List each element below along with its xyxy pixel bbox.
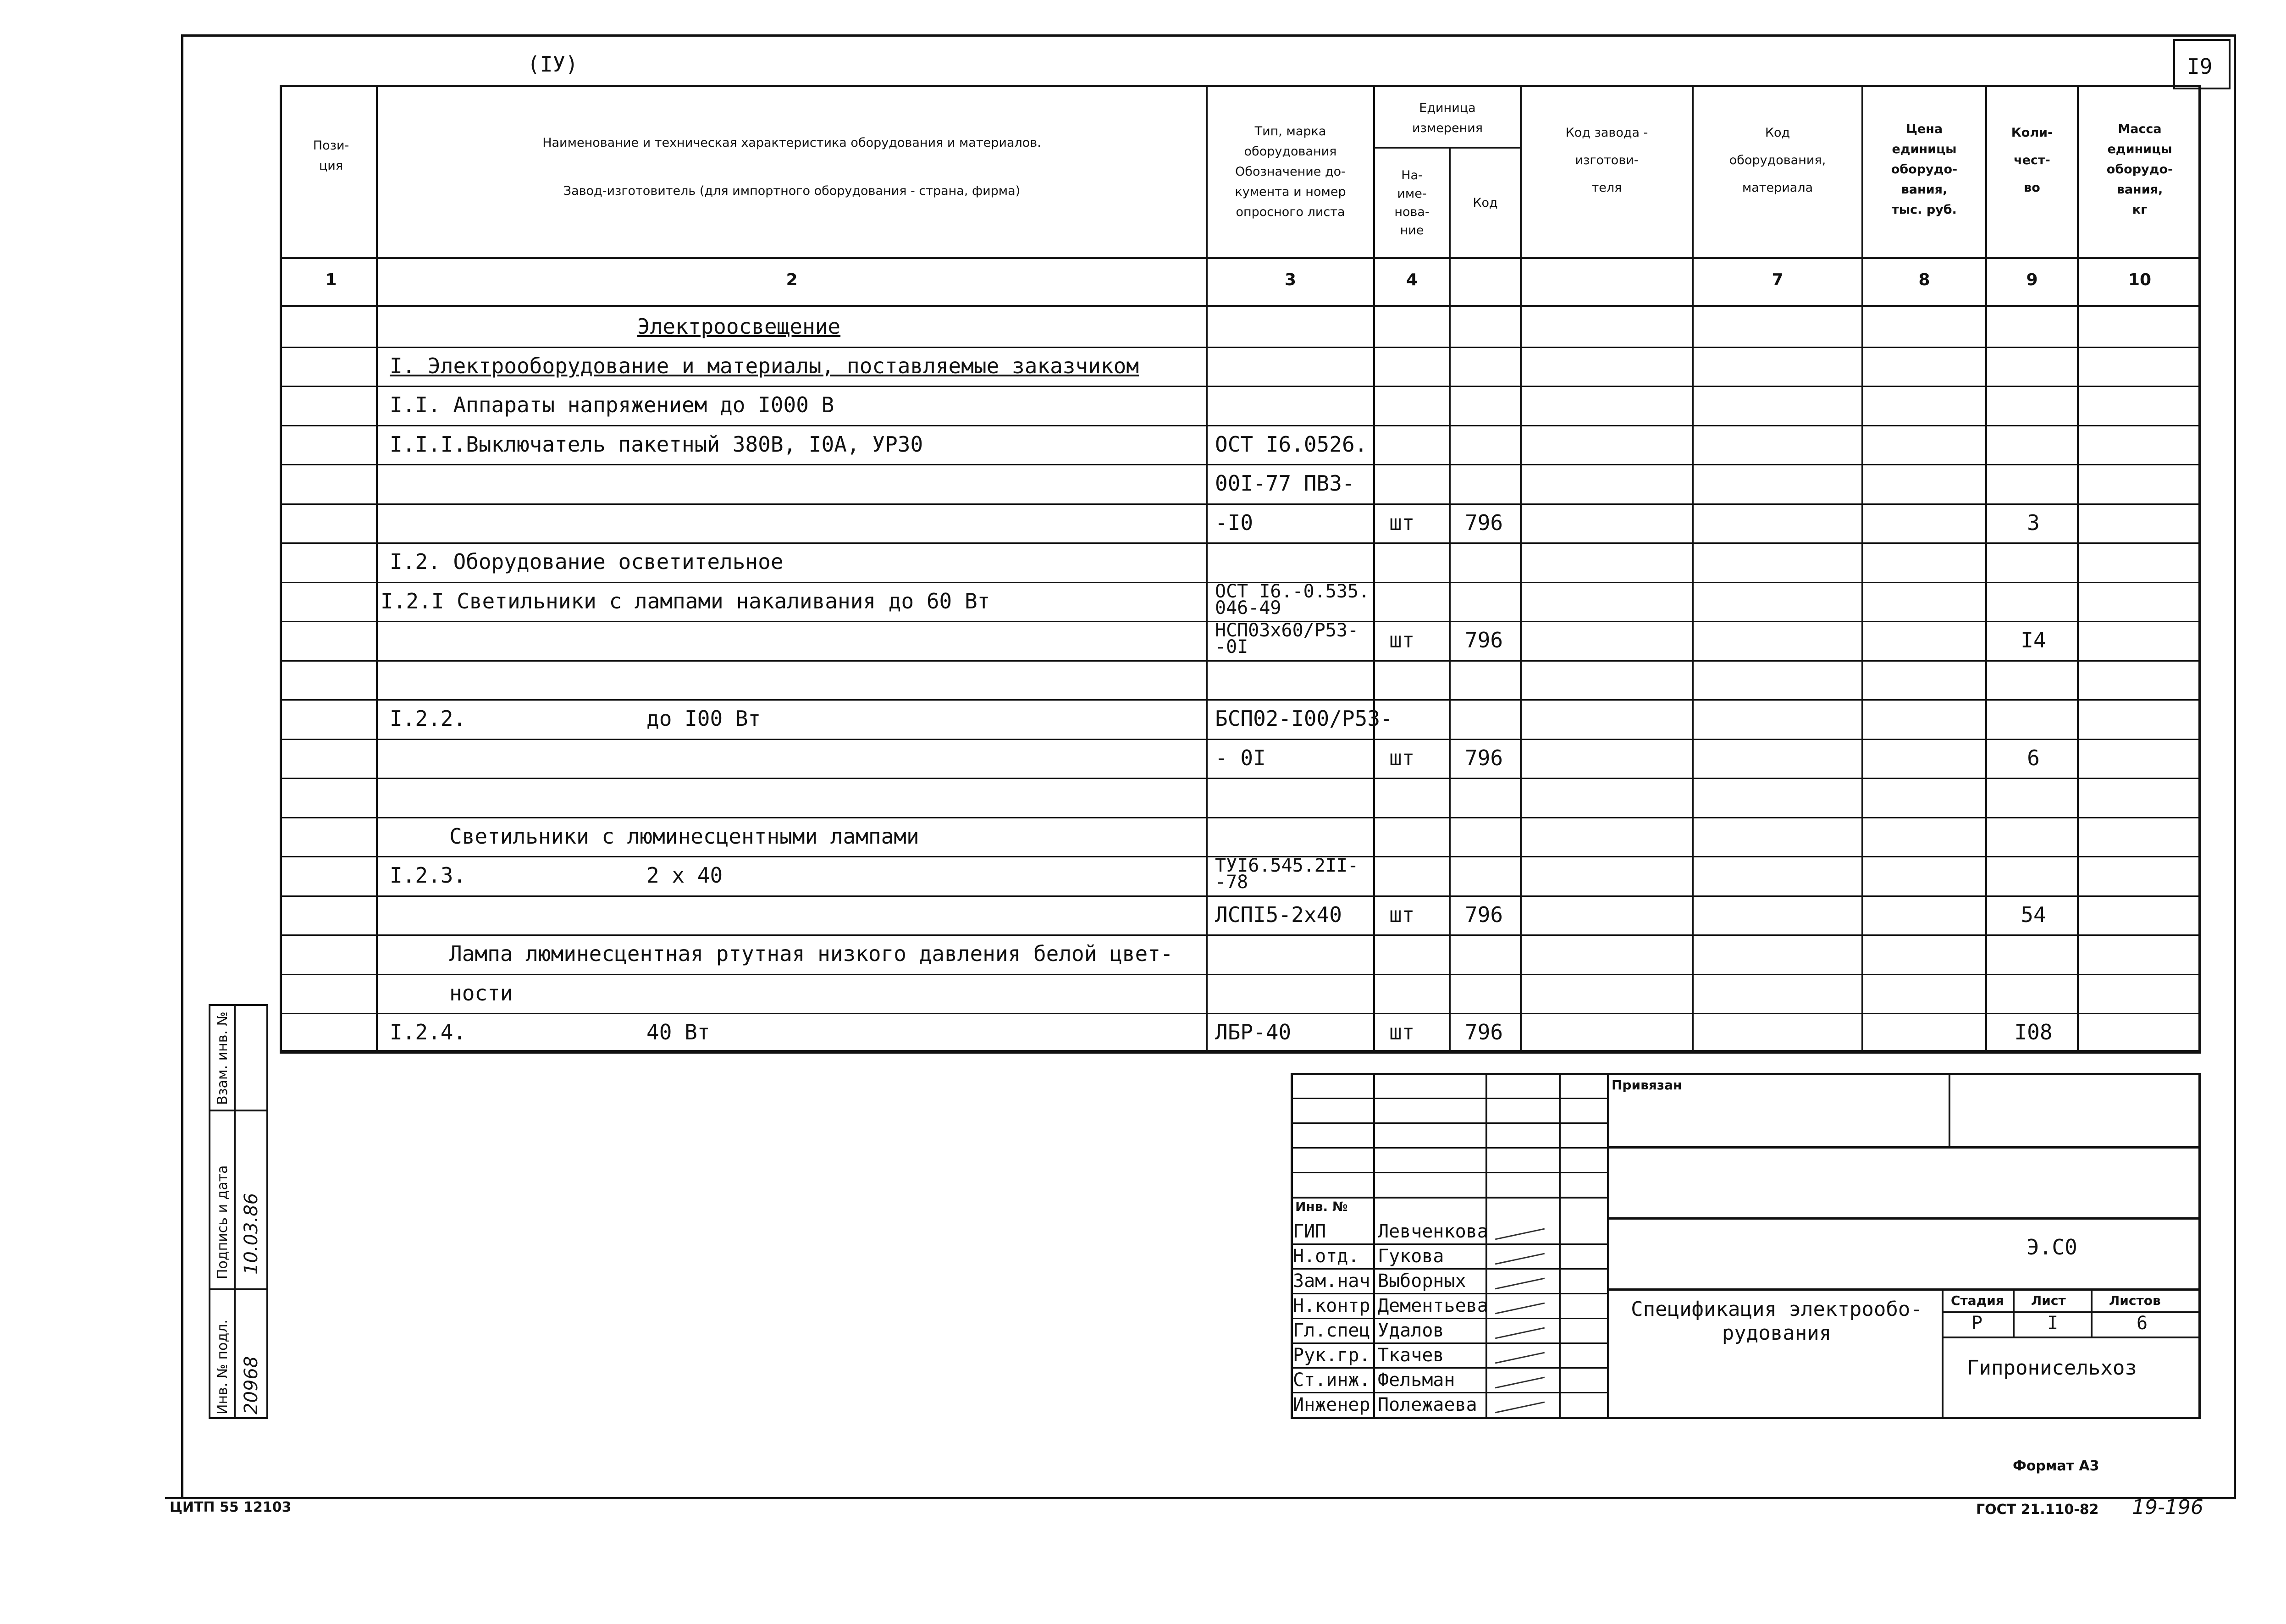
signer-name: Дементьева xyxy=(1378,1295,1488,1316)
sheets-label: Листов xyxy=(2109,1293,2161,1308)
footer-right: ГОСТ 21.110-82 xyxy=(1976,1502,2099,1518)
row-name: I.2.2. xyxy=(390,706,466,731)
side-inv-label: Инв. № подл. xyxy=(215,1320,231,1414)
signer-name: Гукова xyxy=(1378,1246,1444,1267)
signer-line xyxy=(1291,1268,1607,1270)
header-quantity: Коли- чест- во xyxy=(2011,126,2053,195)
signer-role: Ст.инж. xyxy=(1293,1370,1370,1391)
row-quantity: 54 xyxy=(2021,902,2046,927)
signer-name: Выборных xyxy=(1378,1270,1466,1292)
tb-empty-row-line xyxy=(1291,1172,1607,1173)
row-name: I.2.4. xyxy=(390,1020,466,1044)
signer-line xyxy=(1291,1417,1607,1418)
row-type: 00I-77 ПВЗ- xyxy=(1215,471,1355,496)
sheet-code: (IУ) xyxy=(527,52,578,77)
header-position: Пози- ция xyxy=(313,138,349,173)
tb-empty-row-line xyxy=(1291,1122,1607,1124)
tb-privyazan-h xyxy=(1607,1146,2201,1149)
row-line xyxy=(280,739,2201,740)
signer-name: Левченкова xyxy=(1378,1221,1488,1242)
footer-handwritten-ref: 19-196 xyxy=(2132,1496,2203,1519)
row-line xyxy=(280,974,2201,975)
row-type-line2: -78 xyxy=(1215,872,1248,893)
header-type: Тип, марка оборудования Обозначение до- кумента и номер опросного листа xyxy=(1235,124,1346,219)
header-name-line1: Наименование и техническая характеристика оборудования и материалов. xyxy=(542,136,1041,150)
header-price: Цена единицы оборудо- вания, тыс. руб. xyxy=(1891,122,1958,217)
colnum-9: 9 xyxy=(2026,271,2038,289)
row-type: ЛСПI5-2х40 xyxy=(1215,902,1342,927)
row-name: Электроосвещение xyxy=(637,314,841,339)
header-unit-code: Код xyxy=(1473,195,1498,210)
row-type: ТУI6.545.2II- xyxy=(1215,855,1359,876)
row-name: I.2.3. xyxy=(390,863,466,888)
row-unit: шт xyxy=(1389,628,1415,652)
tb-stage-h2 xyxy=(1942,1337,2201,1338)
row-quantity: 3 xyxy=(2027,510,2040,535)
row-unit-code: 796 xyxy=(1465,628,1503,652)
signer-name: Полежаева xyxy=(1378,1394,1477,1415)
tb-inv-line xyxy=(1291,1197,1607,1199)
side-podpis-label: Подпись и дата xyxy=(215,1165,231,1279)
row-line xyxy=(280,386,2201,387)
format-label: Формат А3 xyxy=(2013,1458,2099,1474)
side-date-value: 10.03.86 xyxy=(241,1193,262,1275)
stage-label: Стадия xyxy=(1951,1293,2004,1308)
row-unit: шт xyxy=(1389,902,1415,927)
row-type: ЛБР-40 xyxy=(1215,1020,1292,1044)
col-line-1 xyxy=(376,85,378,1052)
row-name: Лампа люминесцентная ртутная низкого давления белой цвет- xyxy=(449,941,1173,966)
tb-stage-v xyxy=(1942,1288,1944,1419)
row-name: I.I.I.Выключатель пакетный 380В, I0А, УР30 xyxy=(390,432,923,457)
row-type: -I0 xyxy=(1215,510,1253,535)
row-name: I. Электрооборудование и материалы, поставляемые заказчиком xyxy=(390,354,1139,378)
tb-code-h xyxy=(1607,1217,2201,1220)
signer-line xyxy=(1291,1342,1607,1344)
signer-role: ГИП xyxy=(1293,1221,1326,1242)
row-type: НСП03х60/Р53- xyxy=(1215,620,1359,641)
row-unit: шт xyxy=(1389,510,1415,535)
row-line xyxy=(280,347,2201,348)
signer-line xyxy=(1291,1293,1607,1294)
signer-role: Рук.гр. xyxy=(1293,1345,1370,1366)
row-unit-code: 796 xyxy=(1465,510,1503,535)
header-factory-code: Код завода - изготови- теля xyxy=(1565,126,1648,195)
row-type: БСП02-I00/Р53- xyxy=(1215,706,1393,731)
row-line xyxy=(280,934,2201,936)
header-unit-group: Единица измерения xyxy=(1412,100,1483,135)
col-line-5 xyxy=(1520,85,1522,1052)
doc-title: Спецификация электрообо- рудования xyxy=(1631,1298,1922,1345)
row-unit-code: 796 xyxy=(1465,746,1503,770)
inv-no-label: Инв. № xyxy=(1295,1199,1348,1214)
doc-code: Э.С0 xyxy=(2026,1235,2077,1259)
row-unit: шт xyxy=(1389,746,1415,770)
header-mass: Масса единицы оборудо- вания, кг xyxy=(2106,122,2173,217)
row-type-line2: -0I xyxy=(1215,636,1248,657)
tb-stage-v3 xyxy=(2091,1288,2093,1338)
row-line xyxy=(280,425,2201,426)
colnum-3: 3 xyxy=(1284,271,1297,289)
row-line xyxy=(280,503,2201,505)
row-line xyxy=(280,1052,2201,1054)
tb-title-h xyxy=(1607,1288,2201,1291)
row-name: Светильники с люминесцентными лампами xyxy=(449,824,919,849)
row-name-extra: 40 Вт xyxy=(646,1020,710,1044)
side-stamp-v xyxy=(234,1004,236,1419)
signer-role: Зам.нач xyxy=(1293,1270,1370,1292)
header-material-code: Код оборудования, материала xyxy=(1729,126,1826,195)
signer-name: Фельман xyxy=(1378,1370,1455,1391)
row-type: - 0I xyxy=(1215,746,1266,770)
outer-frame-left xyxy=(181,34,183,1499)
side-stamp-h1 xyxy=(209,1110,268,1111)
colnum-4: 4 xyxy=(1406,271,1418,289)
footer-left: ЦИТП 55 12103 xyxy=(170,1499,292,1515)
outer-frame-top xyxy=(181,34,2235,37)
row-unit: шт xyxy=(1389,1020,1415,1044)
row-name: I.2. Оборудование осветительное xyxy=(390,549,784,574)
row-line xyxy=(280,542,2201,544)
colnum-8: 8 xyxy=(1918,271,1930,289)
sheet-value: I xyxy=(2047,1313,2059,1334)
sheet-label: Лист xyxy=(2031,1293,2066,1308)
signer-role: Н.контр xyxy=(1293,1295,1370,1316)
tb-left-grid-v4 xyxy=(1607,1073,1609,1419)
colnum-2: 2 xyxy=(786,271,798,289)
privyazan-label: Привязан xyxy=(1612,1077,1682,1093)
row-unit-code: 796 xyxy=(1465,902,1503,927)
row-line xyxy=(280,1013,2201,1014)
header-bottom-line xyxy=(280,257,2201,259)
row-type: ОСТ I6.-0.535. xyxy=(1215,581,1370,602)
signer-line xyxy=(1291,1318,1607,1319)
row-name: ности xyxy=(449,981,513,1005)
signer-role: Инженер xyxy=(1293,1394,1370,1415)
colnum-1: 1 xyxy=(325,271,337,289)
row-type: ОСТ I6.0526. xyxy=(1215,432,1368,457)
row-name: I.2.I Светильники с лампами накаливания до 60 Вт xyxy=(381,589,990,613)
side-inv-value: 20968 xyxy=(241,1356,262,1414)
row-line xyxy=(280,464,2201,465)
row-name: I.I. Аппараты напряжением до I000 В xyxy=(390,392,834,417)
row-line xyxy=(280,778,2201,779)
side-vzam-label: Взам. инв. № xyxy=(215,1011,231,1105)
colnum-10: 10 xyxy=(2128,271,2152,289)
row-line xyxy=(280,699,2201,701)
outer-frame-bottom xyxy=(165,1497,2236,1499)
org-name: Гипронисельхоз xyxy=(1967,1356,2137,1380)
colnum-7: 7 xyxy=(1772,271,1784,289)
stage-value: Р xyxy=(1971,1313,1983,1334)
row-name-extra: 2 х 40 xyxy=(646,863,723,888)
colnum-bottom-line xyxy=(280,305,2201,307)
row-unit-code: 796 xyxy=(1465,1020,1503,1044)
tb-privyazan-v xyxy=(1949,1073,1950,1149)
header-name-line2: Завод-изготовитель (для импортного оборудования - страна, фирма) xyxy=(563,184,1021,198)
sheet-corner-number: I9 xyxy=(2187,54,2213,79)
header-unit-name: На- име- нова- ние xyxy=(1394,168,1430,238)
row-name-extra: до I00 Вт xyxy=(646,706,761,731)
signer-line xyxy=(1291,1243,1607,1245)
side-stamp-h2 xyxy=(209,1288,268,1290)
row-line xyxy=(280,660,2201,662)
unit-group-line xyxy=(1373,147,1520,149)
outer-frame-right xyxy=(2234,34,2236,1499)
row-line xyxy=(280,817,2201,818)
tb-empty-row-line xyxy=(1291,1147,1607,1149)
signer-name: Ткачев xyxy=(1378,1345,1444,1366)
signer-line xyxy=(1291,1367,1607,1369)
row-quantity: I4 xyxy=(2021,628,2046,652)
tb-stage-v2 xyxy=(2013,1288,2015,1338)
col-line-4 xyxy=(1449,147,1451,1052)
row-type-line2: 046-49 xyxy=(1215,597,1281,619)
signer-line xyxy=(1291,1392,1607,1393)
signer-role: Гл.спец xyxy=(1293,1320,1370,1341)
col-line-6 xyxy=(1692,85,1694,1052)
col-line-8 xyxy=(1985,85,1987,1052)
tb-empty-row-line xyxy=(1291,1098,1607,1099)
row-quantity: I08 xyxy=(2014,1020,2053,1044)
signer-name: Удалов xyxy=(1378,1320,1444,1341)
row-quantity: 6 xyxy=(2027,746,2040,770)
sheets-value: 6 xyxy=(2137,1313,2148,1334)
signer-role: Н.отд. xyxy=(1293,1246,1359,1267)
row-line xyxy=(280,895,2201,897)
